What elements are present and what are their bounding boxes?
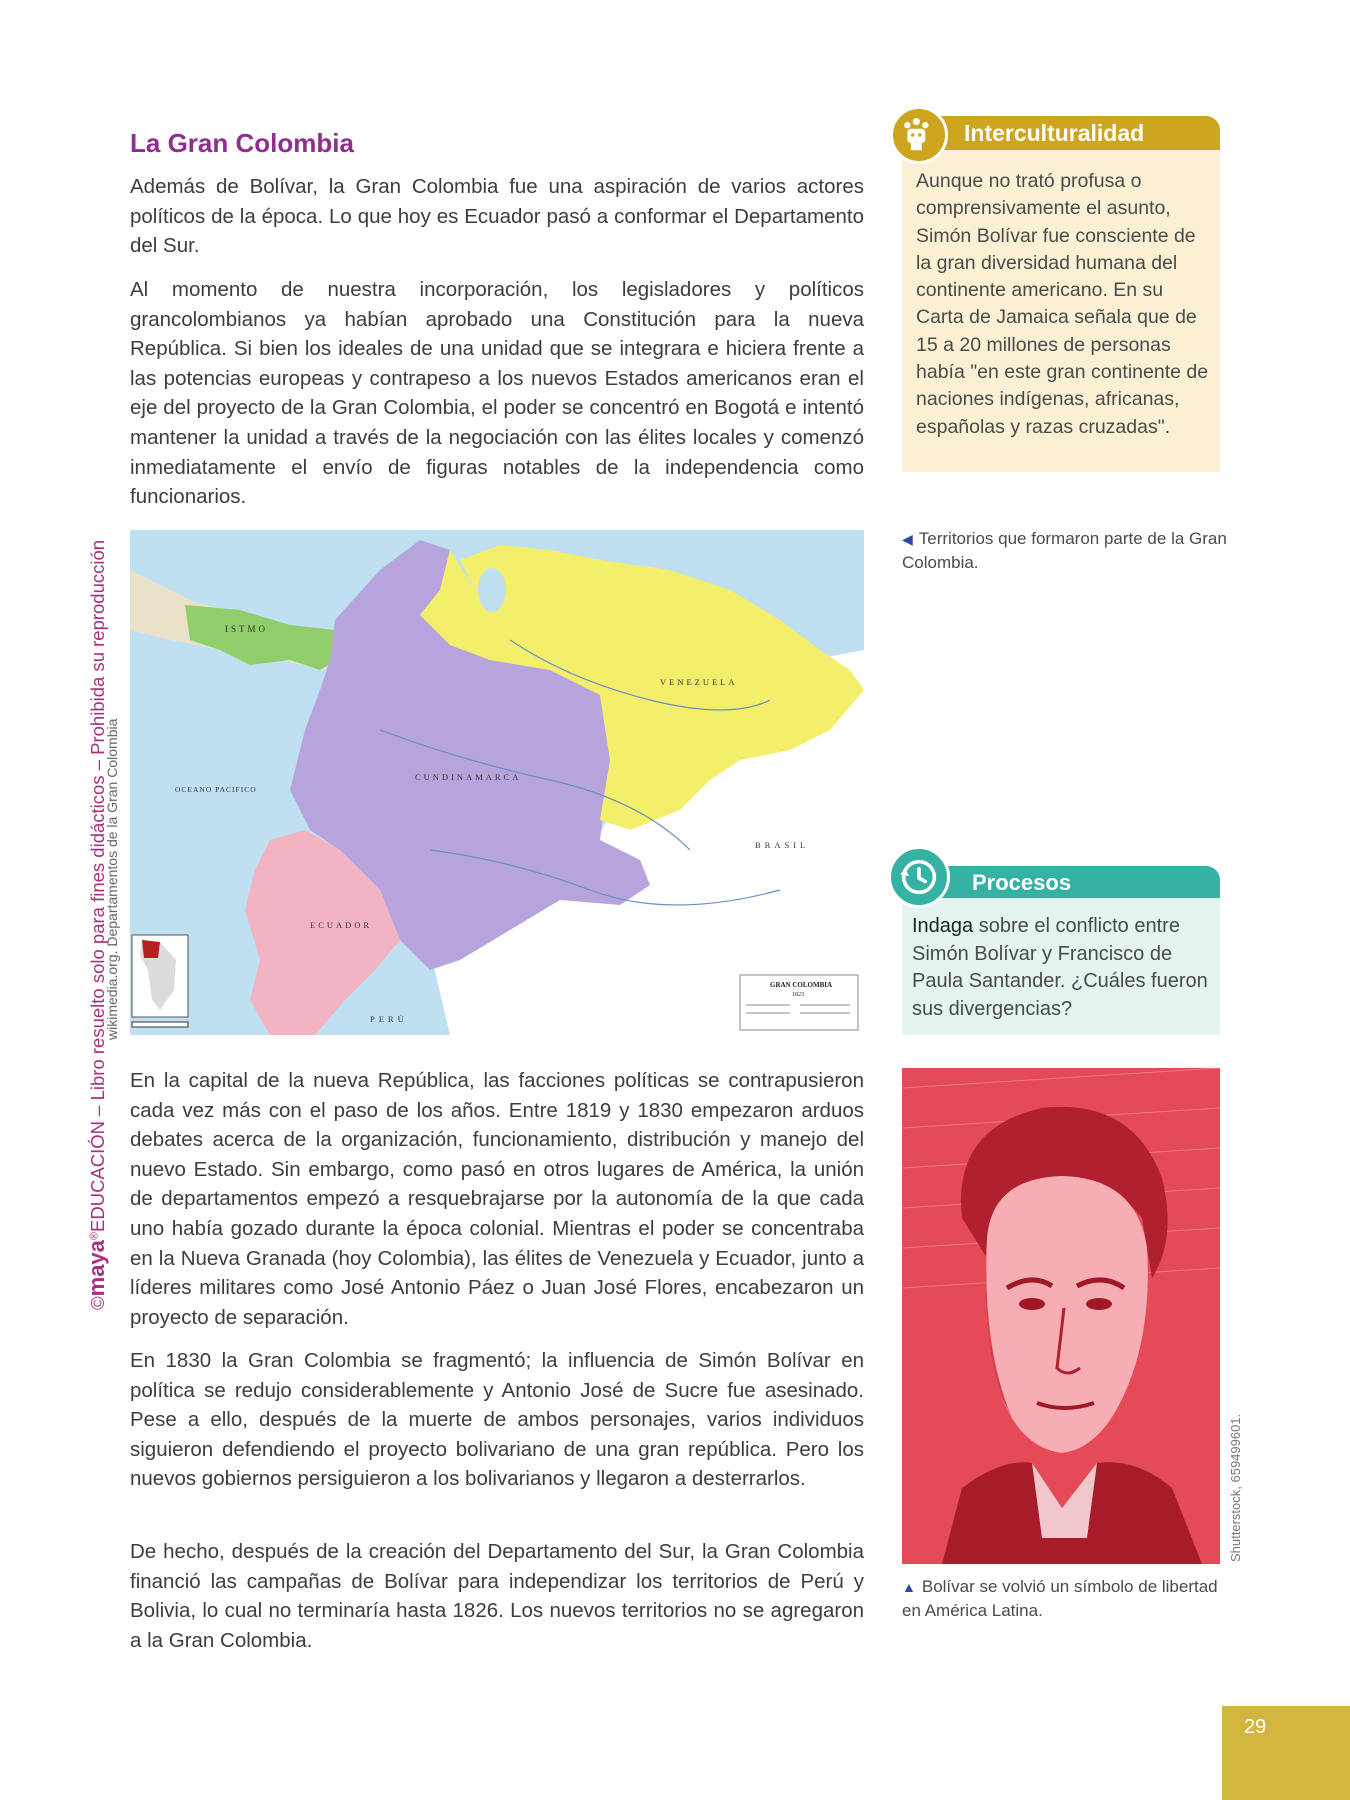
map-label-cundinamarca: CUNDINAMARCA xyxy=(415,772,522,782)
page-number-tab xyxy=(1222,1706,1350,1800)
registered-mark: ® xyxy=(88,1231,101,1241)
brand-logo-text: maya xyxy=(84,1240,109,1297)
map-label-ecuador: ECUADOR xyxy=(310,920,373,930)
portrait-caption xyxy=(902,1575,1232,1623)
history-clock-icon xyxy=(888,846,950,908)
map-legend-title: GRAN COLOMBIA xyxy=(770,981,833,989)
gran-colombia-map xyxy=(130,530,864,1035)
paragraph-4: En 1830 la Gran Colombia se fragmentó; la influencia de Simón Bolívar en política se redujo considerablemente y Antonio José de Sucre fue asesinado. Pese a ello, después de la muerte de ambos personajes, varios individuos siguieron defendiendo el proyecto bolivariano de una gran república. Pero los nuevos gobiernos persiguieron a los bolivarianos y llegaron a desterrarlos. xyxy=(130,1349,864,1491)
map-label-ocean: OCEANO PACIFICO xyxy=(175,785,257,794)
map-label-istmo: ISTMO xyxy=(225,624,269,634)
portrait-caption-text: Bolívar se volvió un símbolo de libertad en América Latina. xyxy=(902,1577,1218,1620)
section-title: La Gran Colombia xyxy=(130,128,354,158)
paragraph-2: Al momento de nuestra incorporación, los legisladores y políticos grancolombianos ya habían aprobado una Constitución para la nueva República. Si bien los ideales de una unidad que se integrara e hiciera frente a las potencias europeas y contrapeso a los nuevos Estados americanos eran el eje del proyecto de la Gran Colombia, el poder se concentró en Bogotá e intentó mantener la unidad a través de la negociación con las élites locales y comenzó inmediatamente el envío de figuras notables de la independencia como funcionarios. xyxy=(130,278,864,509)
procesos-header: Procesos xyxy=(940,866,1220,898)
figure-icon xyxy=(890,106,948,164)
map-credit: wikimedia.org. Departamentos de la Gran Colombia xyxy=(104,718,120,1040)
portrait-credit: Shutterstock, 659499601. xyxy=(1228,1413,1243,1562)
map-caption xyxy=(902,527,1232,575)
paragraph-5: De hecho, después de la creación del Departamento del Sur, la Gran Colombia financió las campañas de Bolívar para independizar los territorios de Perú y Bolivia, lo cual no terminaría hasta 1826. Los nuevos territorios no se agregaron a la Gran Colombia. xyxy=(130,1540,864,1652)
page-number: 29 xyxy=(1244,1716,1267,1738)
interculturalidad-text: Aunque no trató profusa o comprensivamente el asunto, Simón Bolívar fue consciente de la gran diversidad humana del continente americano. En su Carta de Jamaica señala que de 15 a 20 millones de personas había "en este gran continente de naciones indígenas, africanas, españolas y razas cruzadas". xyxy=(916,170,1209,438)
map-label-peru: PERÚ xyxy=(370,1014,408,1024)
paragraph-3: En la capital de la nueva República, las facciones políticas se contrapusieron cada vez más con el paso de los años. Entre 1819 y 1830 empezaron arduos debates acerca de la organización, funcionamiento, distribución y manejo del nuevo Estado. Sin embargo, como pasó en otros lugares de América, la unión de departamentos empezó a resquebrajarse por la autonomía de la que cada uno había gozado durante la época colonial. Mientras el poder se concentraba en la Nueva Granada (hoy Colombia), las élites de Venezuela y Ecuador, junto a líderes militares como José Antonio Páez o Juan José Flores, encabezaron un proyecto de separación. xyxy=(130,1069,864,1329)
interculturalidad-header: Interculturalidad xyxy=(940,116,1220,150)
triangle-up-icon: ▲ xyxy=(902,1579,916,1595)
map-legend-year: 1823 xyxy=(792,992,804,998)
procesos-lead: Indaga xyxy=(912,915,974,937)
copyright-prefix: © xyxy=(87,1296,108,1310)
map-label-venezuela: VENEZUELA xyxy=(660,677,738,687)
copyright-text: EDUCACIÓN – Libro resuelto solo para fines didácticos – Prohibida su reproducción xyxy=(87,539,108,1232)
map-label-brasil: BRASIL xyxy=(755,840,810,850)
bolivar-portrait xyxy=(902,1068,1220,1564)
triangle-left-icon: ◀ xyxy=(902,531,913,547)
paragraph-1: Además de Bolívar, la Gran Colombia fue una aspiración de varios actores políticos de la época. Lo que hoy es Ecuador pasó a conformar el Departamento del Sur. xyxy=(130,175,864,258)
procesos-body: sobre el conflicto entre Simón Bolívar y Francisco de Paula Santander. ¿Cuáles fueron sus divergencias? xyxy=(912,915,1208,1020)
procesos-text xyxy=(912,913,1212,1023)
map-caption-text: Territorios que formaron parte de la Gran Colombia. xyxy=(902,529,1227,572)
